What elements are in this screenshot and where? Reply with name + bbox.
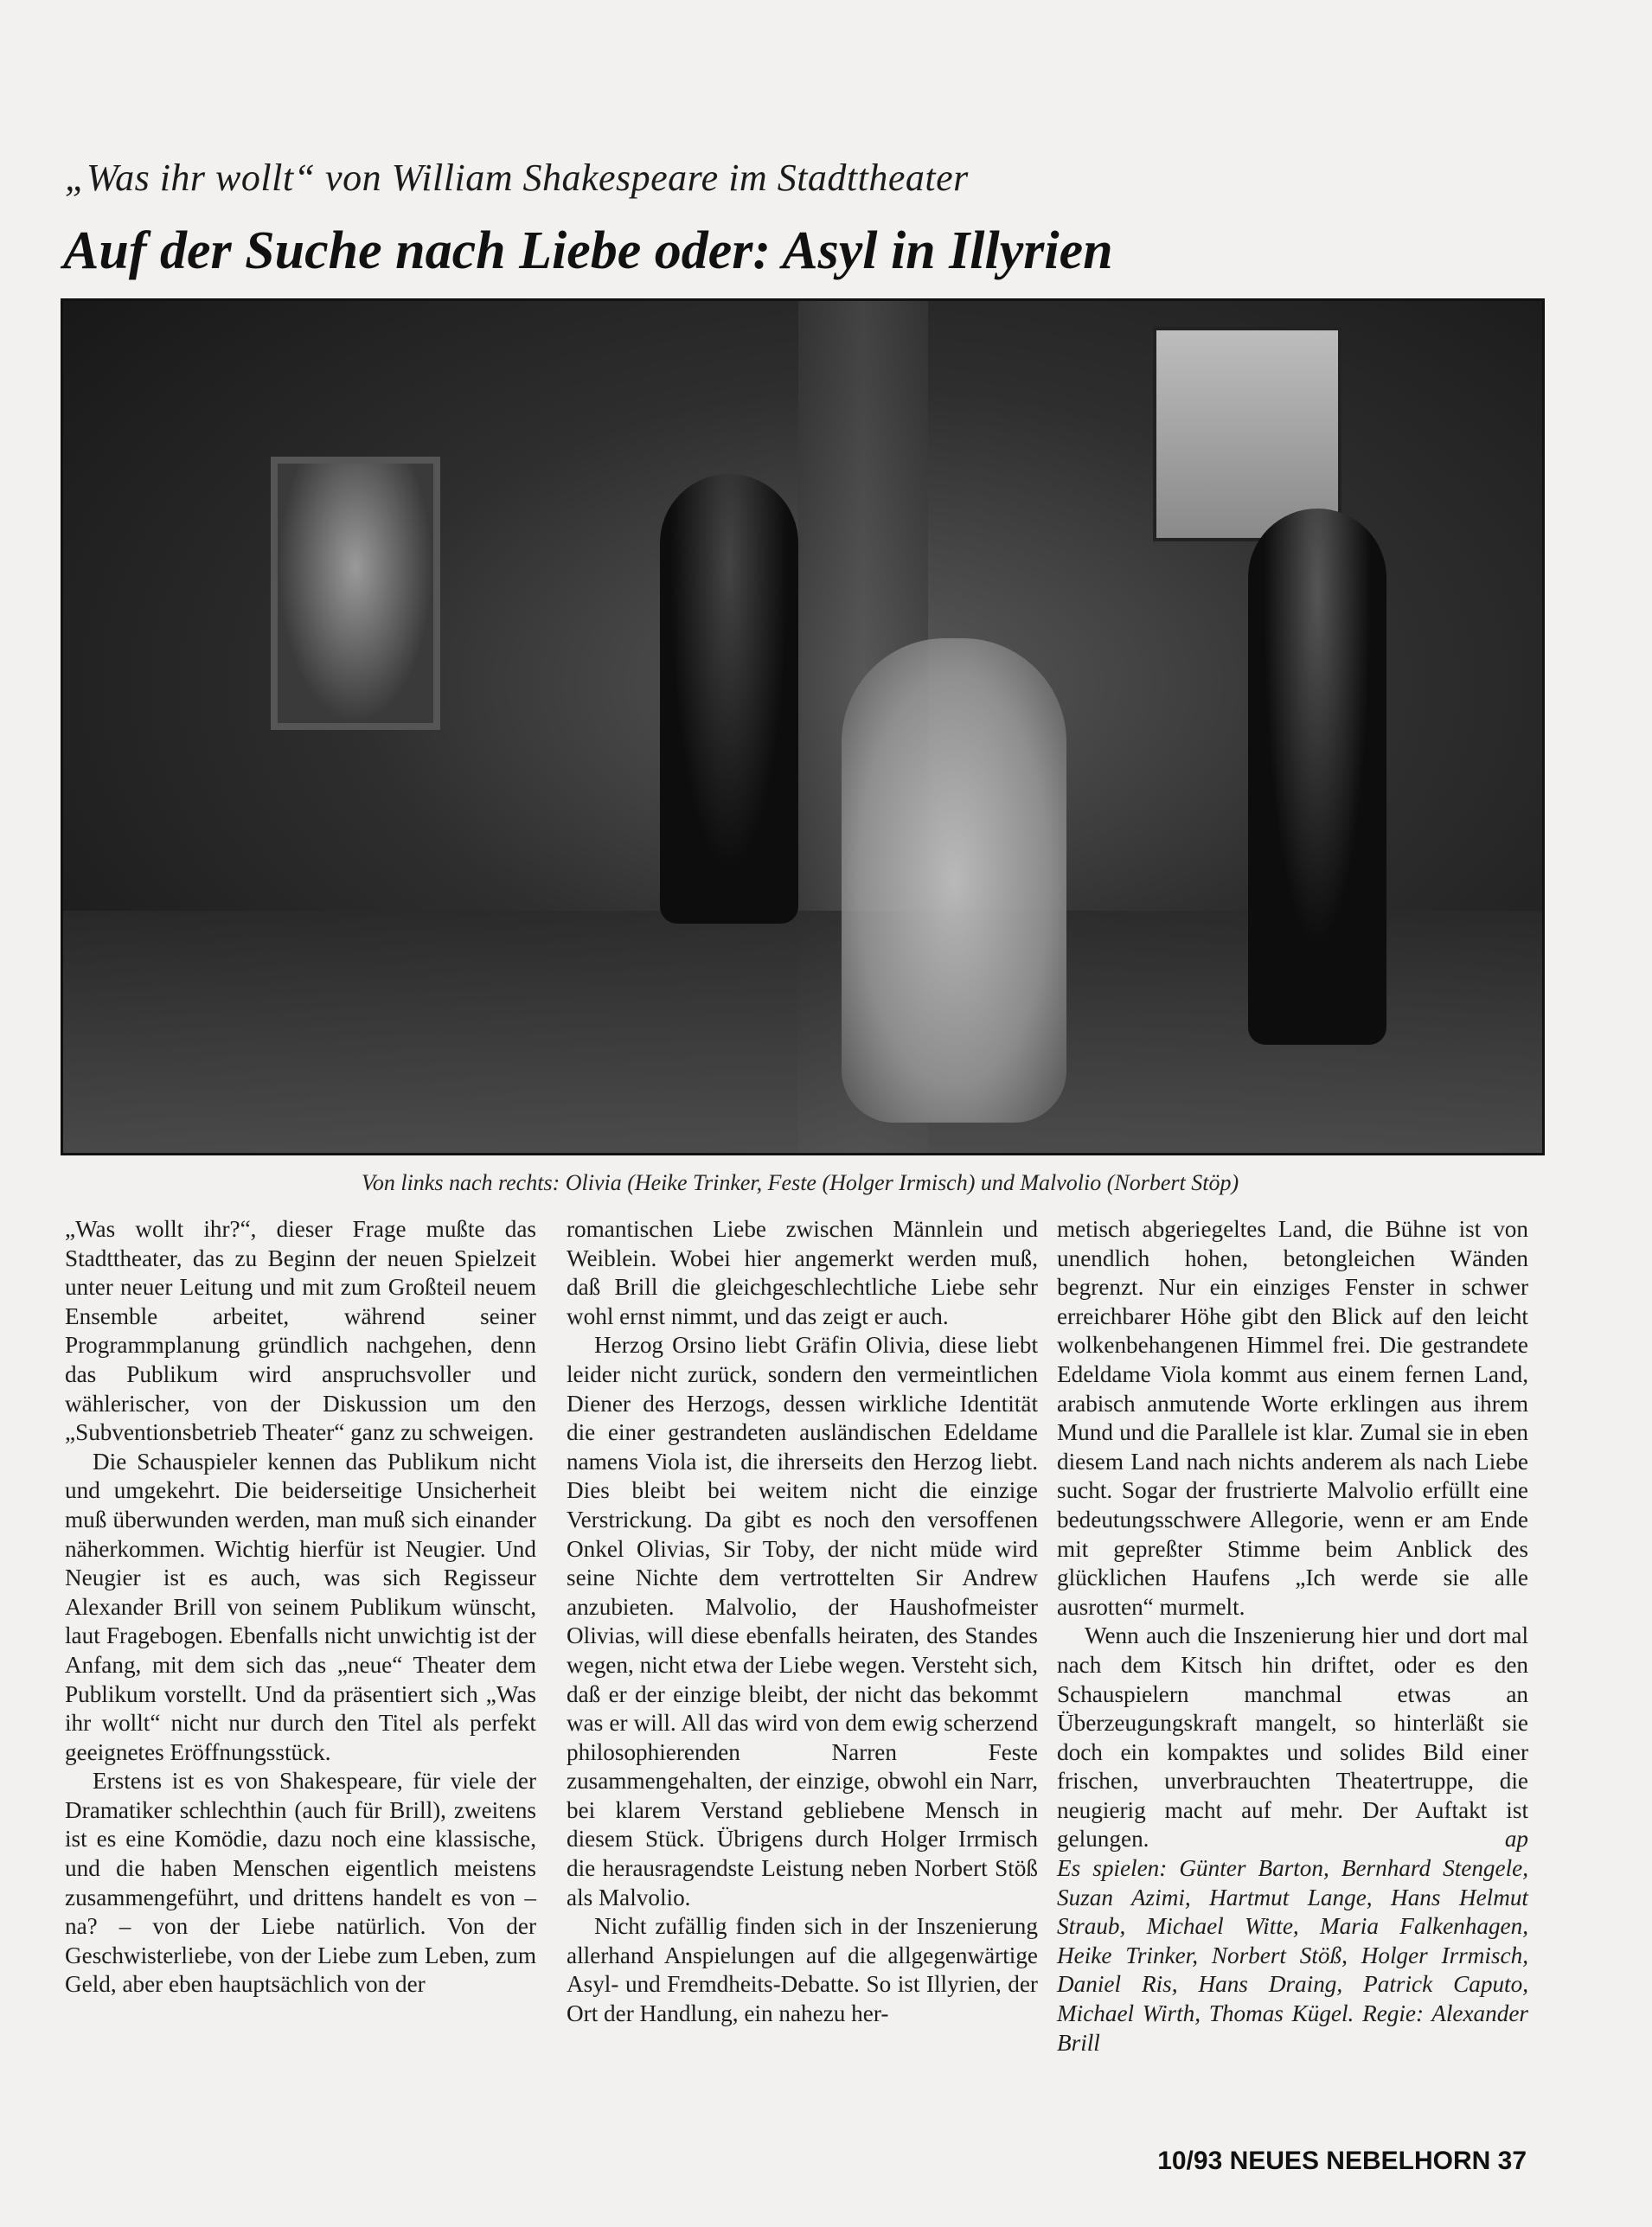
cast-list: Es spielen: Günter Barton, Bernhard Stengele, Suzan Azimi, Hartmut Lange, Hans Helmut Straub, Michael Witte, Maria Falkenhagen, Heike Trinker, Norbert Stöß, Holger Irrmisch, Daniel Ris, Hans Draing, Patrick Caputo, Michael Wirth, Thomas Kügel. Regie: Alexander Brill [1057, 1855, 1528, 2056]
paragraph: Herzog Orsino liebt Gräfin Olivia, diese liebt leider nicht zurück, sondern den vermeintlichen Diener des Herzogs, dessen wirkliche Identität die einer gestrandeten ausländischen Edeldame namens Viola ist, die ihrerseits den Herzog liebt. Dies bleibt bei weitem nicht die einzige Verstrickung. Da gibt es noch den versoffenen Onkel Olivias, Sir Toby, der nicht müde wird seine Nichte dem vertrottelten Sir Andrew anzubieten. Malvolio, der Haushofmeister Olivias, will diese ebenfalls heiraten, des Standes wegen, nicht etwa der Liebe wegen. Versteht sich, daß er der einzige bleibt, der nicht das bekommt was er will. All das wird von dem ewig scherzend philosophierenden Narren Feste zusammengehalten, der einzige, obwohl ein Narr, bei klarem Verstand gebliebene Mensch in diesem Stück. Übrigens durch Holger Irrmisch die herausragendste Leistung neben Norbert Stöß als Malvolio. [567, 1332, 1038, 1910]
text-column-1 [65, 1215, 536, 2000]
photo-figure-feste [842, 638, 1066, 1123]
photo-portrait [271, 457, 440, 730]
paragraph: Die Schauspieler kennen das Publikum nicht und umgekehrt. Die beiderseitige Unsicherheit muß überwunden werden, man muß sich einander näherkommen. Wichtig hierfür ist Neugier. Und Neugier ist es auch, was sich Regisseur Alexander Brill von seinem Publikum wünscht, laut Fragebogen. Ebenfalls nicht unwichtig ist der Anfang, mit dem sich das „neue“ Theater dem Publikum vorstellt. Und da präsentiert sich „Was ihr wollt“ nicht nur durch den Titel als perfekt geeignetes Eröffnungsstück. [65, 1448, 536, 1765]
article-kicker: „Was ihr wollt“ von William Shakespeare im Stadttheater [65, 157, 969, 199]
photo-figure-olivia [660, 474, 798, 924]
paragraph: metisch abgeriegeltes Land, die Bühne ist von unendlich hohen, betongleichen Wänden begrenzt. Nur ein einziges Fenster in schwer erreichbarer Höhe gibt den Blick auf den leicht wolkenbehangenen Himmel frei. Die gestrandete Edeldame Viola kommt aus einem fernen Land, arabisch anmutende Worte erklingen aus ihrem Mund und die Parallele ist klar. Zumal sie in eben diesem Land nach nichts anderem als nach Liebe sucht. Sogar der frustrierte Malvolio erfüllt eine bedeutungsschwere Allegorie, wenn er am Ende mit gepreßter Stimme beim Anblick des glücklichen Haufens „Ich werde sie alle ausrotten“ murmelt. [1057, 1216, 1528, 1620]
text-column-2 [567, 1215, 1038, 2029]
stage-photo [61, 298, 1545, 1155]
paragraph: Erstens ist es von Shakespeare, für viele der Dramatiker schlechthin (auch für Brill), zweitens ist es eine Komödie, dazu noch eine klassische, und die haben Menschen eigentlich meistens zusammengeführt, und drittens handelt es von – na? – von der Liebe natürlich. Von der Geschwisterliebe, von der Liebe zum Leben, zum Geld, aber eben hauptsächlich von der [65, 1768, 536, 1998]
paragraph: „Was wollt ihr?“, dieser Frage mußte das Stadttheater, das zu Beginn der neuen Spielzeit unter neuer Leitung und mit zum Großteil neuem Ensemble arbeitet, während seiner Programmplanung gründlich nachgehen, denn das Publikum wird anspruchsvoller und wählerischer, von der Diskussion um den „Subventionsbetrieb Theater“ ganz zu schweigen. [65, 1216, 536, 1446]
photo-figure-malvolio [1248, 509, 1386, 1045]
page-footer: 10/93 NEUES NEBELHORN 37 [1157, 2147, 1527, 2175]
photo-caption: Von links nach rechts: Olivia (Heike Trinker, Feste (Holger Irmisch) und Malvolio (Norbert Stöp) [361, 1170, 1239, 1195]
author-signature: ap [1504, 1826, 1528, 1853]
text-column-3 [1057, 1215, 1528, 2057]
paragraph: Nicht zufällig finden sich in der Inszenierung allerhand Anspielungen auf die allgegenwärtige Asyl- und Fremdheits-Debatte. So ist Illyrien, der Ort der Handlung, ein nahezu her- [567, 1913, 1038, 2027]
paragraph: romantischen Liebe zwischen Männlein und Weiblein. Wobei hier angemerkt werden muß, daß Brill die gleichgeschlechtliche Liebe sehr wohl ernst nimmt, und das zeigt er auch. [567, 1216, 1038, 1329]
paragraph-text: Wenn auch die Inszenierung hier und dort mal nach dem Kitsch hin driftet, oder es den Schauspielern manchmal etwas an Überzeugungskraft mangelt, so hinterläßt sie doch ein kompaktes und solides Bild einer frischen, unverbrauchten Theatertruppe, die neugierig macht auf mehr. Der Auftakt ist gelungen. [1057, 1622, 1528, 1853]
paragraph [1057, 1622, 1528, 1854]
article-headline: Auf der Suche nach Liebe oder: Asyl in Illyrien [63, 221, 1113, 280]
